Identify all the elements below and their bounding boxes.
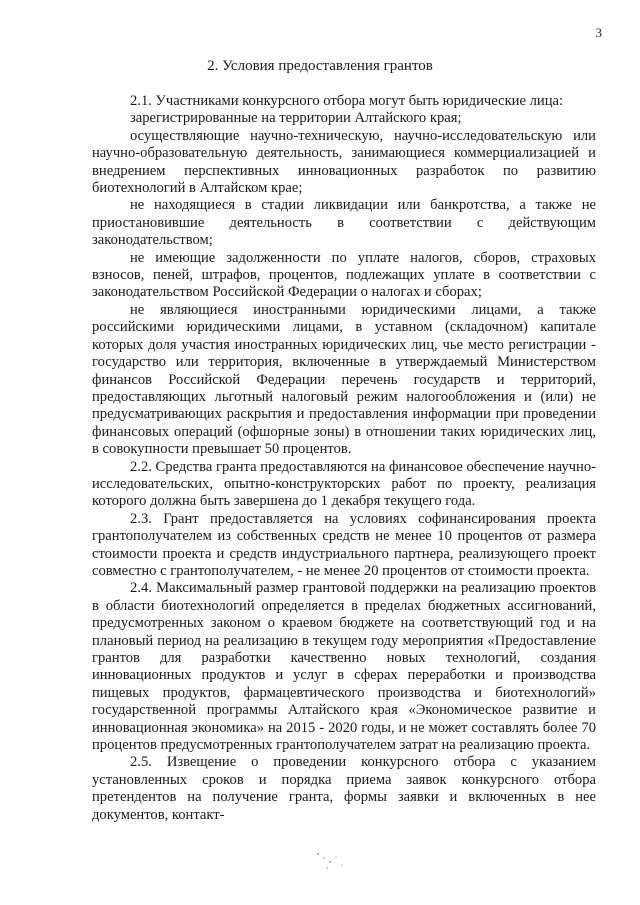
paragraph-2-4: 2.4. Максимальный размер грантовой поддержки на реализацию проектов в области биотехнологий определяется в пределах бюджетных ассигнований, предусмотренных законом о краевом бюджете на соответствующий год и на плановый период на реализацию в текущем году мероприятия «Предоставление грантов для разработки качественно новых технологий, создания инновационных продуктов и услуг в сферах переработки и производства пищевых продуктов, фармацевтического производства и биотехнологий» государственной программы Алтайского края «Экономическое развитие и инновационная экономика» на 2015 - 2020 годы, и не может составлять более 70 процентов предусмотренных грантополучателем затрат на реализацию проекта. [92,580,596,754]
body-text [92,93,596,824]
paragraph-2-3: 2.3. Грант предоставляется на условиях софинансирования проекта грантополучателем из собственных средств не менее 10 процентов от размера стоимости проекта и средств индустриального партнера, реализующего проект совместно с грантополучателем, - не менее 20 процентов от стоимости проекта. [92,510,596,579]
paragraph-2-2: 2.2. Средства гранта предоставляются на финансовое обеспечение научно-исследовательских, опытно-конструкторских работ по проекту, реализация которого должна быть завершена до 1 декабря текущего года. [92,458,596,510]
scan-specks [300,848,360,878]
paragraph-criterion-activity: осуществляющие научно-техническую, научно-исследовательскую или научно-образовательную деятельность, занимающиеся коммерциализацией и внедрением перспективных инновационных разработок по развитию биотехнологий в Алтайском крае; [92,127,596,197]
section-title: 2. Условия предоставления грантов [207,58,433,74]
paragraph-2-5: 2.5. Извещение о проведении конкурсного отбора с указанием установленных сроков и порядка приема заявок конкурсного отбора претендентов на получение гранта, формы заявки и включенных в нее документов, контакт- [92,754,596,823]
paragraph-criterion-not-liquidated: не находящиеся в стадии ликвидации или банкротства, а также не приостановившие деятельность в соответствии с действующим законодательством; [92,197,596,249]
paragraph-criterion-no-debts: не имеющие задолженности по уплате налогов, сборов, страховых взносов, пеней, штрафов, процентов, подлежащих уплате в соответствии с законодательством Российской Федерации о налогах и сборах; [92,249,596,301]
page-number: 3 [595,25,602,40]
paragraph-criterion-registered: зарегистрированные на территории Алтайского края; [130,110,462,127]
paragraph-2-1-intro: 2.1. Участниками конкурсного отбора могут быть юридические лица: [130,93,564,109]
paragraph-criterion-not-foreign: не являющиеся иностранными юридическими лицами, а также российскими юридическими лицами, в уставном (складочном) капитале которых доля участия иностранных юридических лиц, чье место регистрации - государство или территория, включенные в утверждаемый Министерством финансов Российской Федерации перечень государств и территорий, предоставляющих льготный налоговый режим налогообложения и (или) не предусматривающих раскрытия и предоставления информации при проведении финансовых операций (офшорные зоны) в отношении таких юридических лиц, в совокупности превышает 50 процентов. [92,301,596,458]
